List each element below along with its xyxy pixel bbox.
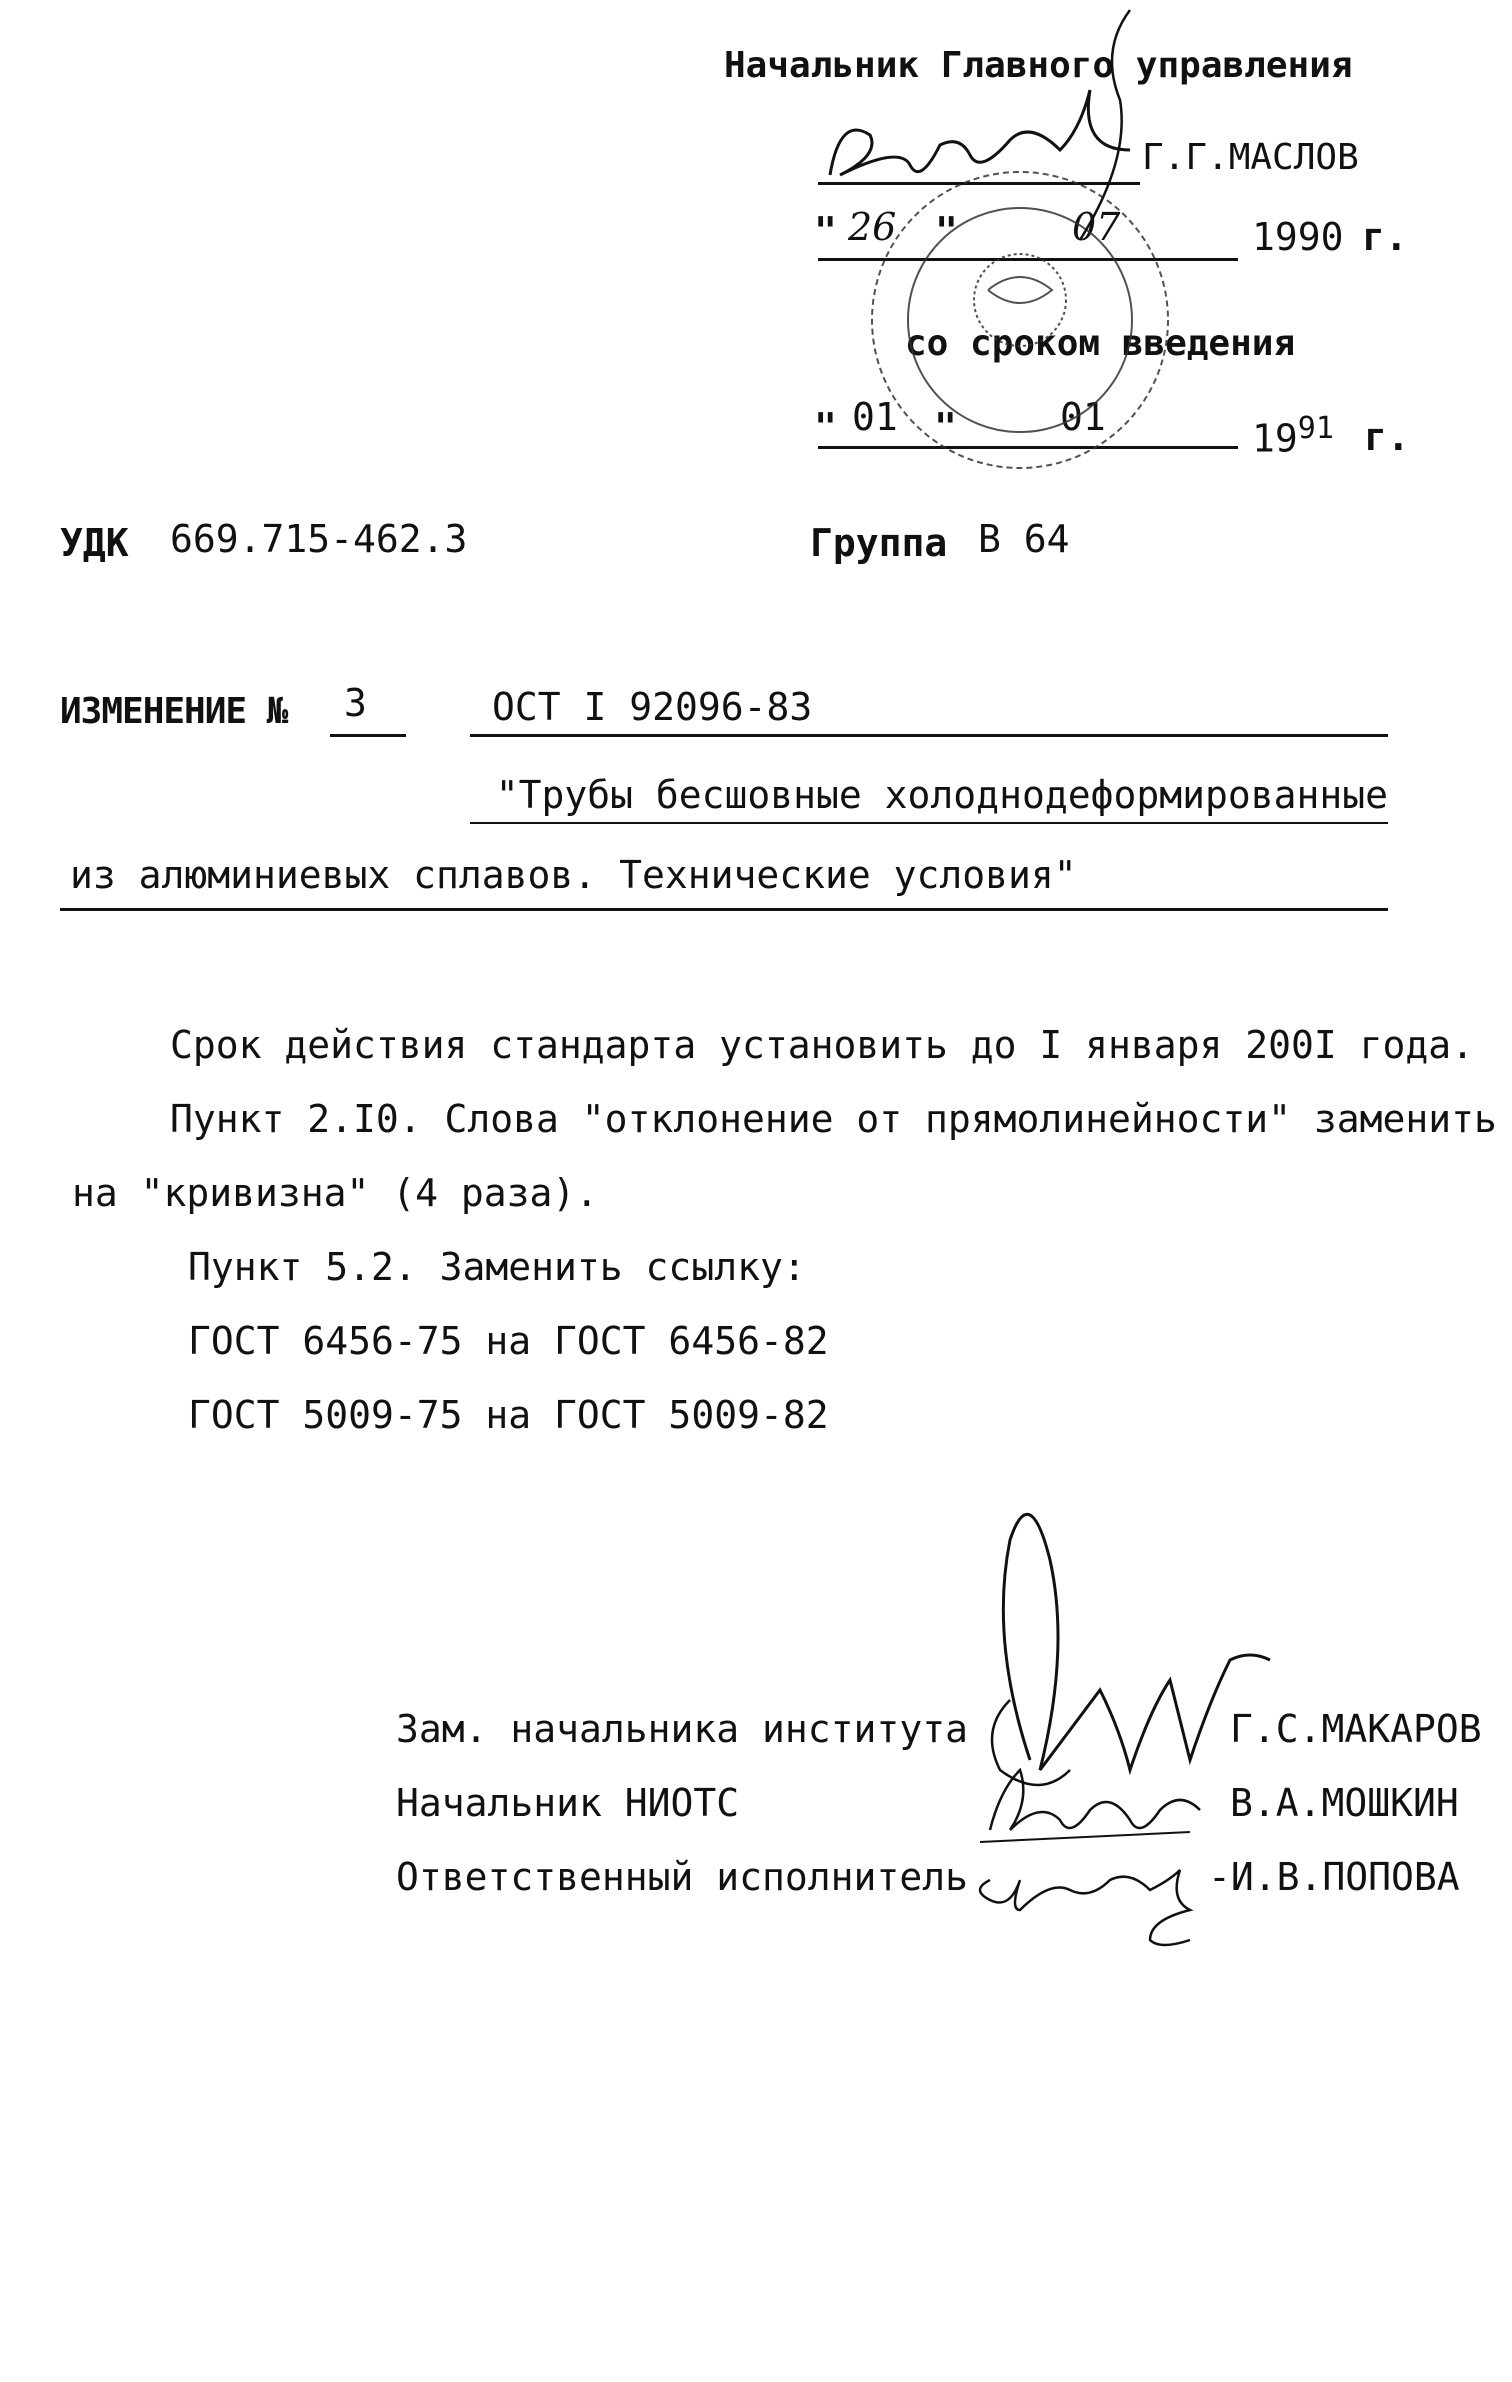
effective-year-superscript: 91: [1297, 411, 1334, 446]
round-seal-icon: [872, 172, 1168, 468]
change-number: 3: [344, 681, 367, 725]
makarov-signature-loop-icon: [992, 1700, 1070, 1785]
body-line-2: Пункт 2.I0. Слова "отклонение от прямолинейности" заменить: [170, 1097, 1497, 1141]
change-title-line2: из алюминиевых сплавов. Технические условия": [70, 853, 1077, 897]
approval-date-year: 1990: [1252, 215, 1344, 259]
signature-name-2: В.А.МОШКИН: [1230, 1781, 1459, 1825]
approval-quote-close: ": [935, 209, 958, 253]
effective-month: 01: [1060, 395, 1106, 439]
makarov-signature-icon: [1003, 1514, 1270, 1770]
approver-signature-stroke-icon: [1080, 10, 1130, 240]
signature-name-3: -И.В.ПОПОВА: [1208, 1855, 1460, 1899]
signature-role-1: Зам. начальника института: [396, 1707, 968, 1751]
approval-date-month: 07: [1072, 205, 1121, 249]
change-label: ИЗМЕНЕНИЕ №: [60, 691, 288, 732]
effective-quote-close: ": [934, 405, 957, 449]
approver-signature-icon: [830, 90, 1130, 175]
body-line-6: ГОСТ 5009-75 на ГОСТ 5009-82: [188, 1393, 829, 1437]
body-line-1: Срок действия стандарта установить до I января 200I года.: [170, 1023, 1475, 1067]
body-line-3: на "кривизна" (4 раза).: [72, 1171, 599, 1215]
group-label: Группа: [810, 521, 948, 565]
change-title-line1: "Трубы бесшовные холоднодеформированные: [495, 773, 1388, 817]
group-value: В 64: [978, 517, 1070, 561]
effective-label: со сроком введения: [905, 323, 1296, 364]
effective-year-prefix: 19: [1252, 416, 1298, 461]
approval-quote-open: ": [814, 209, 837, 253]
udk-label: УДК: [60, 521, 129, 565]
popova-signature-icon: [980, 1870, 1190, 1945]
approval-header: Начальник Главного управления: [724, 45, 1353, 86]
effective-day: 01: [852, 395, 898, 439]
signature-name-1: Г.С.МАКАРОВ: [1230, 1707, 1482, 1751]
moshkin-signature-icon: [990, 1770, 1200, 1830]
udk-value: 669.715-462.3: [170, 517, 468, 561]
effective-quote-open: ": [814, 405, 837, 449]
standard-code: ОСТ I 92096-83: [492, 685, 813, 729]
signature-role-2: Начальник НИОТС: [396, 1781, 740, 1825]
approval-date-year-suffix: г.: [1362, 215, 1408, 259]
moshkin-underline-icon: [980, 1832, 1190, 1842]
approver-name: Г.Г.МАСЛОВ: [1142, 137, 1359, 178]
body-line-5: ГОСТ 6456-75 на ГОСТ 6456-82: [188, 1319, 829, 1363]
body-line-4: Пункт 5.2. Заменить ссылку:: [188, 1245, 806, 1289]
approval-date-day: 26: [848, 205, 897, 249]
effective-year-suffix: г.: [1364, 415, 1410, 459]
signature-role-3: Ответственный исполнитель: [396, 1855, 968, 1899]
